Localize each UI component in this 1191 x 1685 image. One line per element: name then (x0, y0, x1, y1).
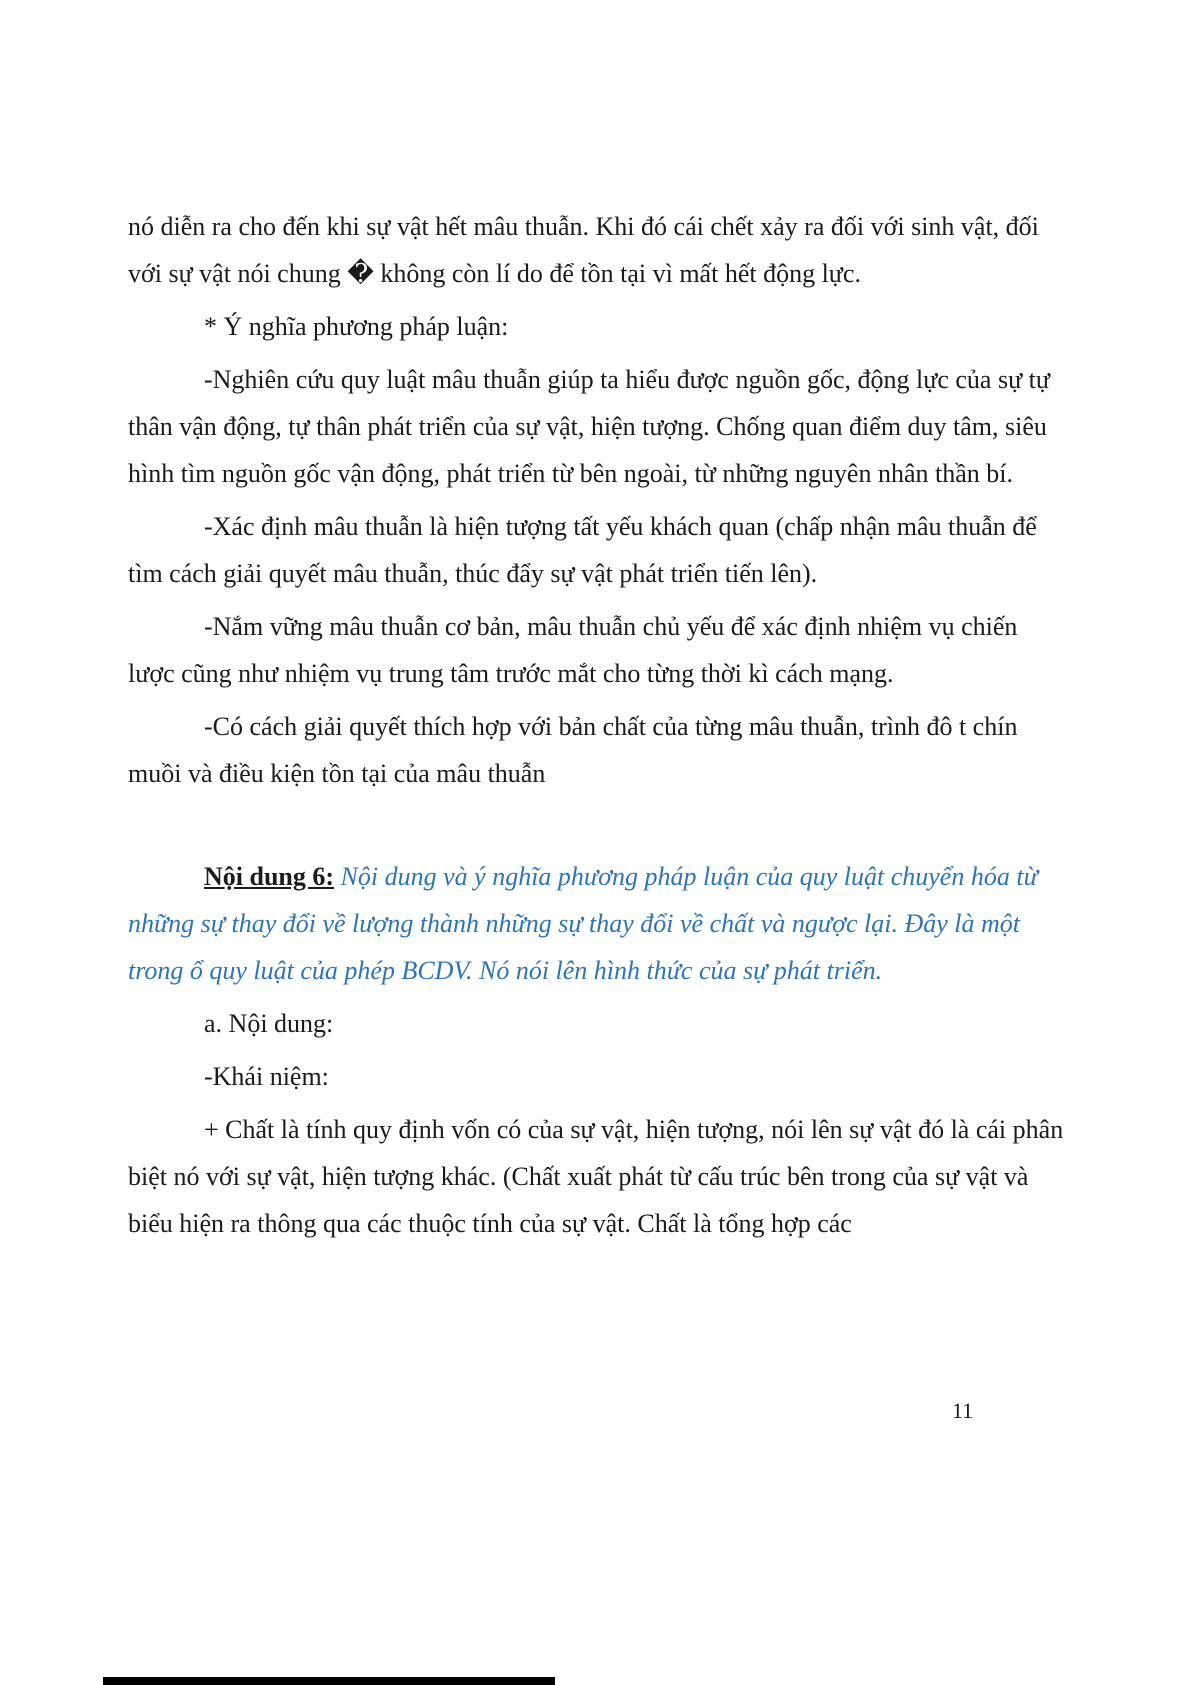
paragraph-concept-label: -Khái niệm: (204, 1062, 329, 1091)
paragraph-grasp-contradiction: -Nắm vững mâu thuẫn cơ bản, mâu thuẫn chủ yếu để xác định nhiệm vụ chiến lược cũng như nhiệm vụ trung tâm trước mắt cho từng thời kì cách mạng. (128, 612, 1018, 688)
paragraph-quality-definition: + Chất là tính quy định vốn có của sự vật, hiện tượng, nói lên sự vật đó là cái phân biệt nó với sự vật, hiện tượng khác. (Chất xuất phát từ cấu trúc bên trong của sự vật và biểu hiện ra thông qua các thuộc tính của sự vật. Chất là tổng hợp các (128, 1115, 1064, 1238)
section-heading-description: Nội dung và ý nghĩa phương pháp luận của quy luật chuyển hóa từ những sự thay đổi về lượng thành những sự thay đổi về chất và ngược lại. Đây là một trong ổ quy luật của phép BCDV. Nó nói lên hình thức của sự phát triển. (128, 862, 1038, 985)
paragraph-content-label: a. Nội dung: (204, 1009, 334, 1038)
paragraph-resolution-method: -Có cách giải quyết thích hợp với bản chất của từng mâu thuẫn, trình đô t chín muồi và điều kiện tồn tại của mâu thuẫn (128, 712, 1018, 788)
document-content (128, 203, 1066, 1253)
paragraph-research-law: -Nghiên cứu quy luật mâu thuẫn giúp ta hiểu được nguồn gốc, động lực của sự tự thân vận động, tự thân phát triển của sự vật, hiện tượng. Chống quan điểm duy tâm, siêu hình tìm nguồn gốc vận động, phát triển từ bên ngoài, từ những nguyên nhân thần bí. (128, 365, 1050, 488)
page-number: 11 (952, 1398, 974, 1423)
paragraph-identify-contradiction: -Xác định mâu thuẫn là hiện tượng tất yếu khách quan (chấp nhận mâu thuẫn để tìm cách giải quyết mâu thuẫn, thúc đẩy sự vật phát triển tiến lên). (128, 512, 1037, 588)
section-heading-label: Nội dung 6: (204, 862, 335, 891)
section-heading (128, 853, 1066, 994)
paragraph-method-meaning-heading: * Ý nghĩa phương pháp luận: (204, 312, 509, 341)
horizontal-scrollbar[interactable] (103, 1677, 555, 1685)
paragraph-continuation: nó diễn ra cho đến khi sự vật hết mâu thuẫn. Khi đó cái chết xảy ra đối với sinh vật, đối với sự vật nói chung � không còn lí do để tồn tại vì mất hết động lực. (128, 212, 1039, 288)
